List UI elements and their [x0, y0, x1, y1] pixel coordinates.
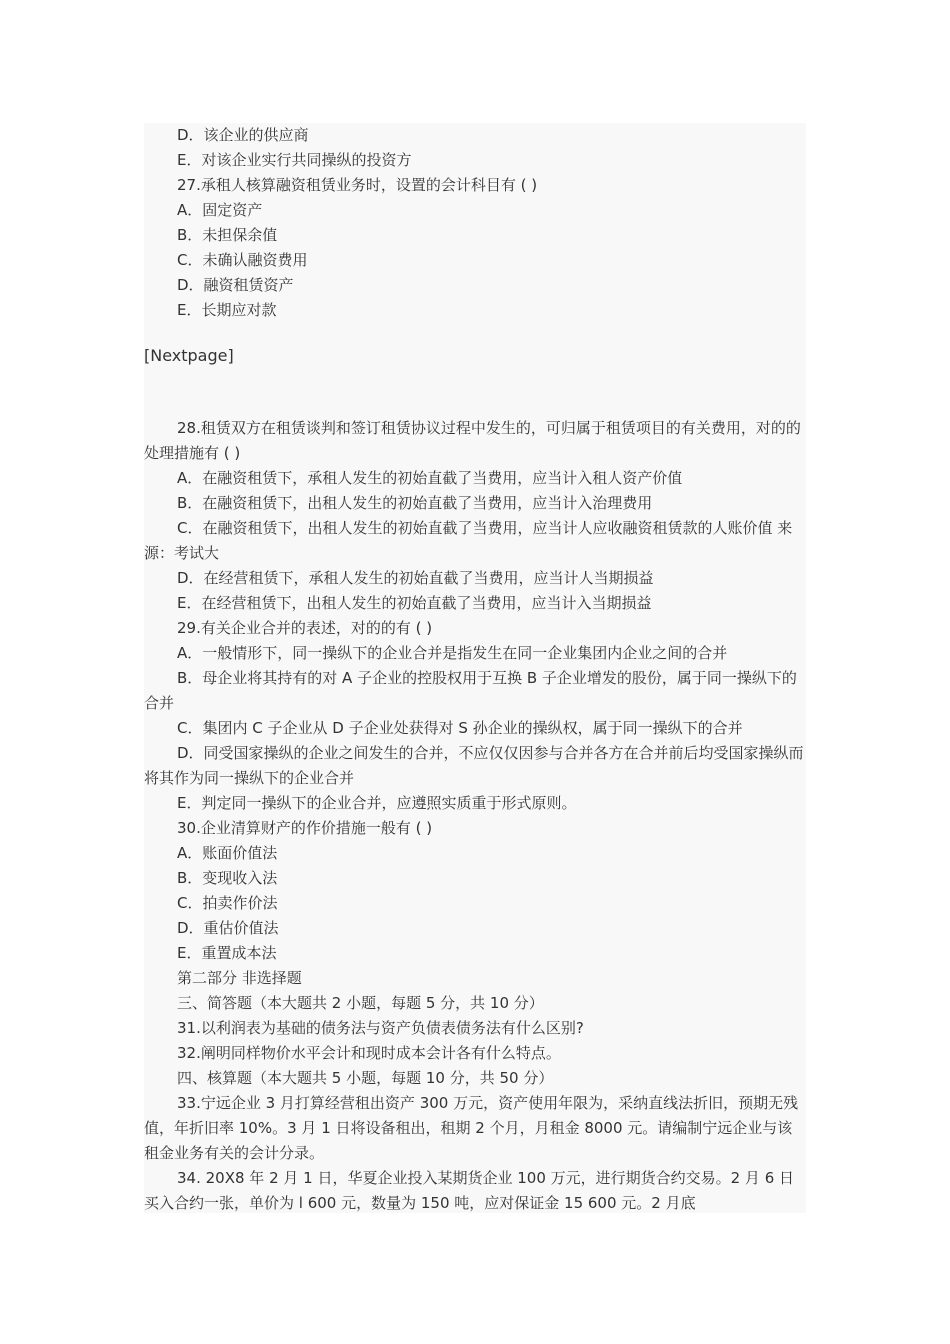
q30-option-b: B．变现收入法	[177, 869, 278, 887]
q30-option-d: D．重估价值法	[177, 919, 279, 937]
question-31: 31.以利润表为基础的债务法与资产负债表债务法有什么区别?	[177, 1019, 584, 1037]
q28-option-d: D．在经营租赁下，承租人发生的初始直截了当费用，应当计人当期损益	[177, 569, 654, 587]
q30-option-c: C．拍卖作价法	[177, 894, 278, 912]
spacer	[144, 368, 806, 416]
q28-option-b: B．在融资租赁下，出租人发生的初始直截了当费用，应当计入治理费用	[177, 494, 653, 512]
q29-option-c: C．集团内 C 子企业从 D 子企业处获得对 S 孙企业的操纵权，属于同一操纵下的合并	[177, 719, 743, 737]
question-32: 32.阐明同样物价水平会计和现时成本会计各有什么特点。	[177, 1044, 561, 1062]
q29-option-e: E．判定同一操纵下的企业合并，应遵照实质重于形式原则。	[177, 794, 577, 812]
option-e-joint-investor: E．对该企业实行共同操纵的投资方	[177, 151, 412, 169]
section-three-heading: 三、简答题（本大题共 2 小题，每题 5 分，共 10 分）	[177, 994, 544, 1012]
question-34: 34. 20X8 年 2 月 1 日，华夏企业投入某期货企业 100 万元，进行期货合约交易。2 月 6 日买入合约一张，单价为 l 600 元，数量为 150 吨，应对保证金 15 600 元。2 月底	[144, 1169, 795, 1212]
part-two-heading: 第二部分 非选择题	[177, 969, 302, 987]
q27-option-b: B．未担保余值	[177, 226, 278, 244]
q27-option-d: D．融资租赁资产	[177, 276, 294, 294]
q29-option-a: A．一般情形下，同一操纵下的企业合并是指发生在同一企业集团内企业之间的合并	[177, 644, 728, 662]
q27-option-a: A．固定资产	[177, 201, 263, 219]
section-four-heading: 四、核算题（本大题共 5 小题，每题 10 分，共 50 分）	[177, 1069, 554, 1087]
q30-option-e: E．重置成本法	[177, 944, 277, 962]
question-30: 30.企业清算财产的作价措施一般有 ( )	[177, 819, 433, 837]
q29-option-b: B．母企业将其持有的对 A 子企业的控股权用于互换 B 子企业增发的股份，属于同一操纵下的合并	[144, 669, 797, 712]
question-27: 27.承租人核算融资租赁业务时，设置的会计科目有 ( )	[177, 176, 538, 194]
q27-option-e: E．长期应对款	[177, 301, 277, 319]
q29-option-d: D．同受国家操纵的企业之间发生的合并，不应仅仅因参与合并各方在合并前后均受国家操纵而将其作为同一操纵下的企业合并	[144, 744, 804, 787]
q28-option-a: A．在融资租赁下，承租人发生的初始直截了当费用，应当计入租人资产价值	[177, 469, 683, 487]
q27-option-c: C．未确认融资费用	[177, 251, 308, 269]
document-page	[144, 123, 806, 1216]
option-d-supplier: D．该企业的供应商	[177, 126, 309, 144]
q28-option-e: E．在经营租赁下，出租人发生的初始直截了当费用，应当计入当期损益	[177, 594, 652, 612]
q28-option-c: C．在融资租赁下，出租人发生的初始直截了当费用，应当计人应收融资租赁款的人账价值 来源：考试大	[144, 519, 793, 562]
q30-option-a: A．账面价值法	[177, 844, 278, 862]
nextpage-marker: [Nextpage]	[144, 346, 234, 365]
question-33: 33.宁远企业 3 月打算经营租出资产 300 万元，资产使用年限为，采纳直线法折旧，预期无残值，年折旧率 10%。3 月 1 日将设备租出，租期 2 个月，月租金 8000 元。请编制宁远企业与该租金业务有关的会计分录。	[144, 1094, 799, 1162]
question-28: 28.租赁双方在租赁谈判和签订租赁协议过程中发生的，可归属于租赁项目的有关费用，对的的处理措施有 ( )	[144, 419, 801, 462]
question-29: 29.有关企业合并的表述，对的的有 ( )	[177, 619, 433, 637]
